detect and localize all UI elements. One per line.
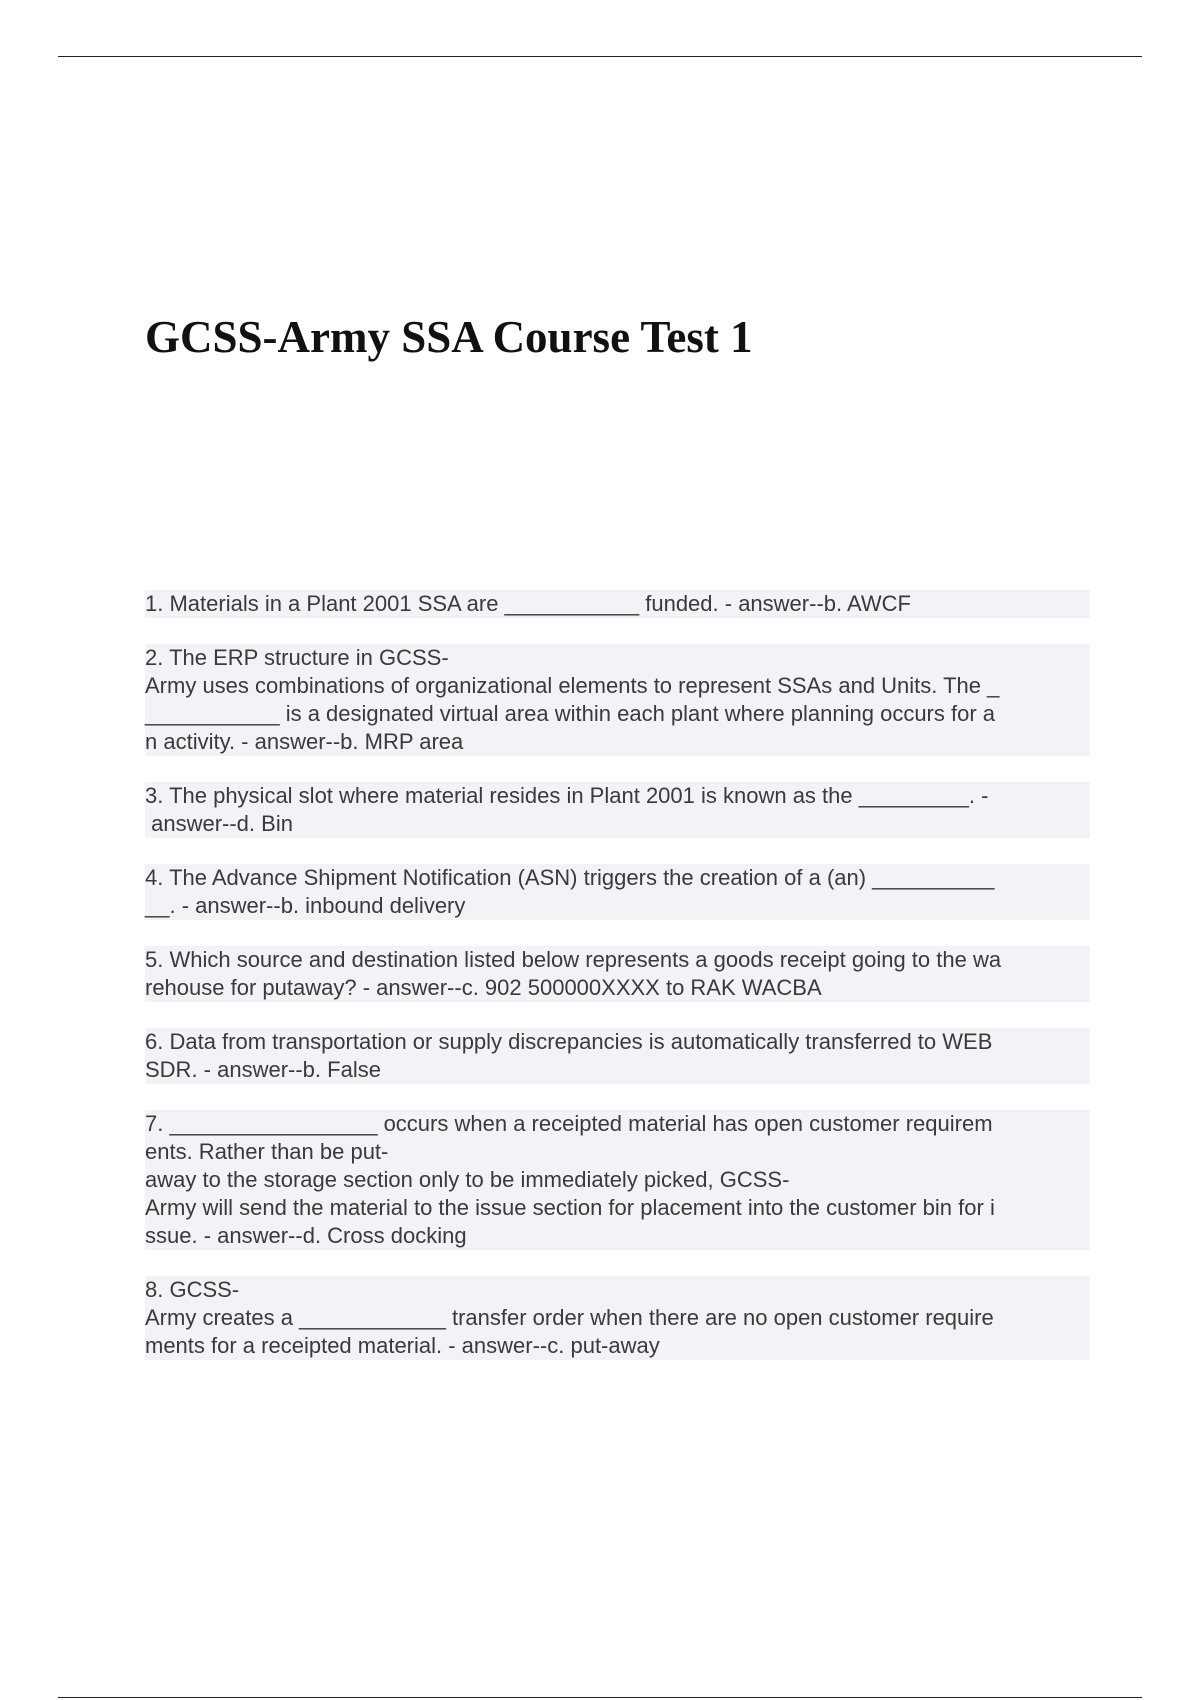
question-text-line: SDR. - answer--b. False [145,1056,1090,1084]
question-text-line: __. - answer--b. inbound delivery [145,892,1090,920]
question-text-line: ents. Rather than be put- [145,1138,1090,1166]
question-text-line: Army will send the material to the issue section for placement into the customer bin for i [145,1194,1090,1222]
question-text-line: ments for a receipted material. - answer--c. put-away [145,1332,1090,1360]
question-text-line: ssue. - answer--d. Cross docking [145,1222,1090,1250]
question-text-line: 3. The physical slot where material resides in Plant 2001 is known as the _________. - [145,782,1090,810]
question-text-line: away to the storage section only to be immediately picked, GCSS- [145,1166,1090,1194]
question-item [145,1028,1090,1084]
question-text-line: Army uses combinations of organizational elements to represent SSAs and Units. The _ [145,672,1090,700]
question-text-line: ___________ is a designated virtual area within each plant where planning occurs for a [145,700,1090,728]
question-item [145,1110,1090,1250]
question-text-line: 2. The ERP structure in GCSS- [145,644,1090,672]
question-text-line: 4. The Advance Shipment Notification (ASN) triggers the creation of a (an) __________ [145,864,1090,892]
question-item [145,864,1090,920]
question-item [145,1276,1090,1360]
question-text-line: answer--d. Bin [145,810,1090,838]
question-item [145,644,1090,756]
question-text-line: 1. Materials in a Plant 2001 SSA are ___________ funded. - answer--b. AWCF [145,590,1090,618]
question-list [145,590,1090,1386]
question-text-line: Army creates a ____________ transfer order when there are no open customer require [145,1304,1090,1332]
question-item [145,590,1090,618]
question-item [145,782,1090,838]
question-text-line: 5. Which source and destination listed below represents a goods receipt going to the wa [145,946,1090,974]
question-text-line: rehouse for putaway? - answer--c. 902 500000XXXX to RAK WACBA [145,974,1090,1002]
question-text-line: n activity. - answer--b. MRP area [145,728,1090,756]
question-text-line: 6. Data from transportation or supply discrepancies is automatically transferred to WEB [145,1028,1090,1056]
top-rule [58,56,1142,57]
question-text-line: 7. _________________ occurs when a receipted material has open customer requirem [145,1110,1090,1138]
document-title: GCSS-Army SSA Course Test 1 [145,312,753,362]
question-text-line: 8. GCSS- [145,1276,1090,1304]
bottom-rule [58,1697,1142,1698]
question-item [145,946,1090,1002]
